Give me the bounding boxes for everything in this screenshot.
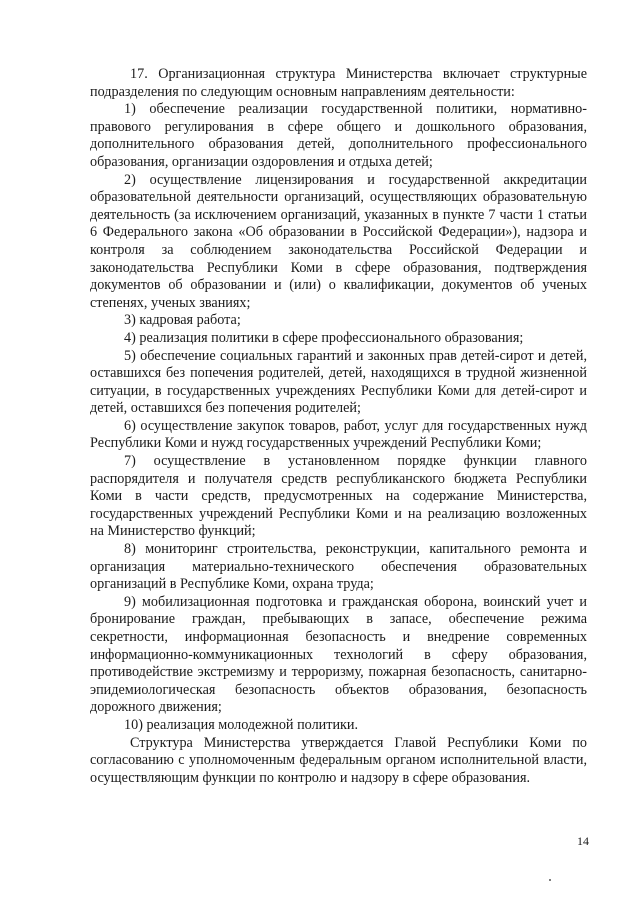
list-item-8: 8) мониторинг строительства, реконструкции, капитального ремонта и организация материально-технического обеспечения образовательных организаций в Республике Коми, охрана труда; — [90, 541, 587, 593]
list-item-2: 2) осуществление лицензирования и государственной аккредитации образовательной деятельности организаций, осуществляющих образовательную деятельность (за исключением организаций, указанных в пункте 7 части 1 статьи 6 Федерального закона «Об образовании в Российской Федерации»), надзора и контроля за соблюдением законодательства Российской Федерации и законодательства Республики Коми в сфере образования, подтверждения документов об образовании и (или) о квалификации, документов об ученых степенях, ученых званиях; — [90, 171, 587, 311]
list-item-1: 1) обеспечение реализации государственной политики, нормативно-правового регулирования в сфере общего и дошкольного образования, дополнительного образования детей, дополнительного профессионального образования, организации оздоровления и отдыха детей; — [90, 101, 587, 170]
list-item-7: 7) осуществление в установленном порядке функции главного распорядителя и получателя средств республиканского бюджета Республики Коми в части средств, предусмотренных на содержание Министерства, государственных учреждений Республики Коми и на реализацию возложенных на Министерство функций; — [90, 453, 587, 540]
list-item-5: 5) обеспечение социальных гарантий и законных прав детей-сирот и детей, оставшихся без попечения родителей, детей, находящихся в трудной жизненной ситуации, в государственных учреждениях Республики Коми для детей-сирот и детей, оставшихся без попечения родителей; — [90, 347, 587, 417]
paragraph-structure: Структура Министерства утверждается Главой Республики Коми по согласованию с уполномоченным федеральным органом исполнительной власти, осуществляющим функции по контролю и надзору в сфере образования. — [90, 734, 587, 786]
body-text — [90, 66, 587, 787]
paragraph-intro: 17. Организационная структура Министерства включает структурные подразделения по следующим основным направлениям деятельности: — [90, 66, 587, 100]
list-item-3: 3) кадровая работа; — [124, 312, 241, 329]
list-item-6: 6) осуществление закупок товаров, работ, услуг для государственных нужд Республики Коми и нужд государственных учреждений Республики Коми; — [90, 417, 587, 452]
list-item-4: 4) реализация политики в сфере профессионального образования; — [124, 329, 524, 346]
page-number: 14 — [577, 834, 589, 848]
list-item-9: 9) мобилизационная подготовка и гражданская оборона, воинский учет и бронирование граждан, пребывающих в запасе, обеспечение режима секретности, информационная безопасность и внедрение современных информационно-коммуникационных технологий в сферу образования, противодействие экстремизму и терроризму, пожарная безопасность, санитарно-эпидемиологическая безопасность объектов образования, безопасность дорожного движения; — [90, 593, 587, 716]
scan-speck — [549, 879, 551, 881]
list-item-10: 10) реализация молодежной политики. — [124, 716, 359, 733]
